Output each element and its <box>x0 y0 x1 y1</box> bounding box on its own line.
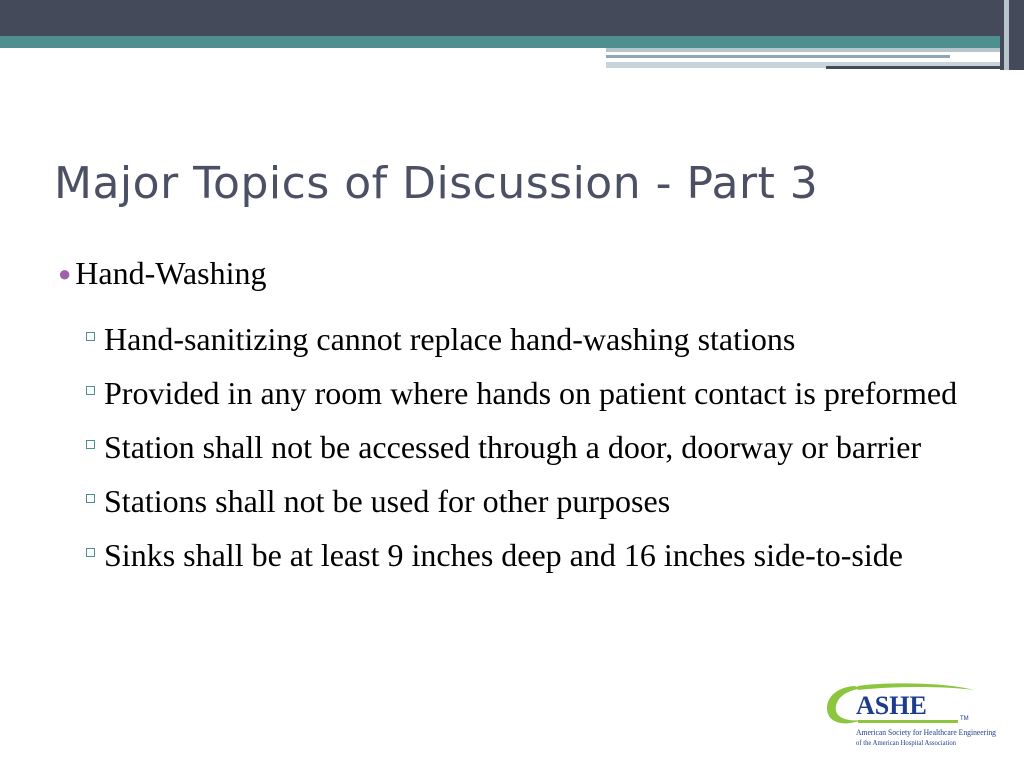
square-bullet-icon <box>86 440 95 449</box>
bullet-dot-icon: ● <box>58 261 72 286</box>
square-bullet-icon <box>86 494 95 503</box>
sub-bullet-text: Hand-sanitizing cannot replace hand-washing stations <box>104 321 796 357</box>
sub-bullet <box>86 374 986 412</box>
header-band <box>0 0 1024 36</box>
sub-bullet-text: Sinks shall be at least 9 inches deep and 16 inches side-to-side <box>104 537 903 573</box>
square-bullet-icon <box>86 332 95 341</box>
header-stripe <box>826 66 1006 69</box>
logo-tagline: of the American Hospital Association <box>856 739 957 747</box>
logo-underline <box>858 720 958 723</box>
sub-bullet <box>86 482 986 520</box>
main-bullet-text: Hand-Washing <box>75 255 267 291</box>
sub-bullet-text: Provided in any room where hands on patient contact is preformed <box>104 375 958 411</box>
sub-bullet-text: Station shall not be accessed through a door, doorway or barrier <box>104 429 922 465</box>
slide-title: Major Topics of Discussion - Part 3 <box>54 158 819 209</box>
logo-acronym: ASHE <box>856 691 927 720</box>
main-bullet <box>58 255 266 292</box>
header-accent-band <box>0 36 1024 48</box>
header-stripe <box>606 48 1006 52</box>
square-bullet-icon <box>86 386 95 395</box>
sub-bullet <box>86 320 986 358</box>
sub-bullet-text: Stations shall not be used for other purposes <box>104 483 671 519</box>
ashe-logo <box>824 680 1000 752</box>
square-bullet-icon <box>86 548 95 557</box>
logo-trademark: TM <box>960 716 969 722</box>
logo-swoosh-tail <box>858 683 974 690</box>
sub-bullet <box>86 428 986 466</box>
logo-name: American Society for Healthcare Engineering <box>856 728 996 737</box>
sub-bullet <box>86 536 986 574</box>
sub-bullet-list <box>86 320 986 590</box>
header-edge-highlight <box>1004 0 1009 70</box>
header-stripe <box>606 55 950 58</box>
